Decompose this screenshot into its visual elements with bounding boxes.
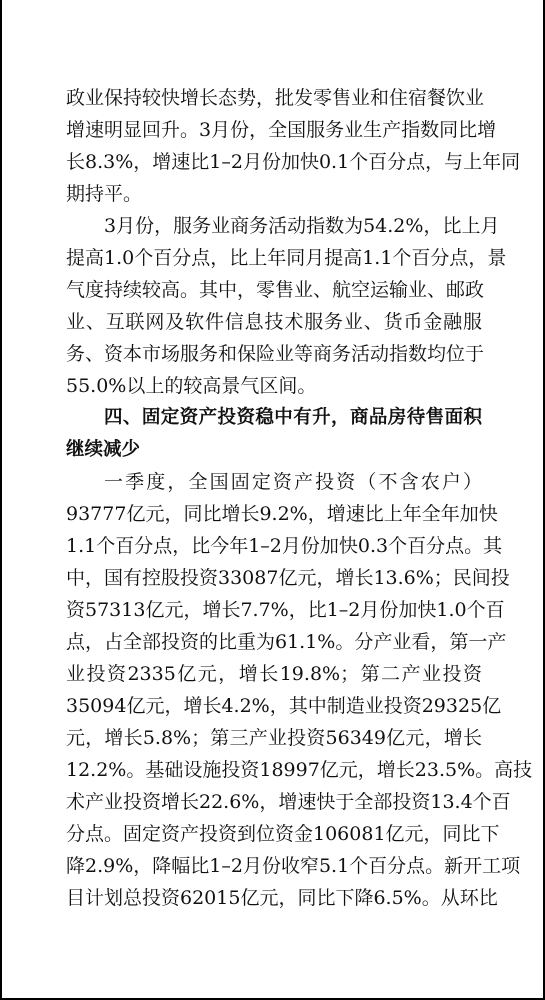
paragraph-line: [2, 306, 545, 338]
section-heading-line: [2, 402, 545, 434]
paragraph-line: [2, 114, 545, 146]
paragraph-line: [2, 818, 545, 850]
line-text: 业、互联网及软件信息技术服务业、货币金融服: [66, 311, 482, 333]
paragraph-line: [2, 530, 545, 562]
paragraph-line: [2, 754, 545, 786]
line-text: 目计划总投资62015亿元，同比下降6.5%。从环比: [66, 887, 498, 909]
paragraph-line: [2, 498, 545, 530]
paragraph-line: [2, 722, 545, 754]
paragraph-line: [2, 594, 545, 626]
paragraph-line: [2, 242, 545, 274]
line-text: 分点。固定资产投资到位资金106081亿元，同比下: [66, 823, 500, 845]
line-text: 长8.3%，增速比1–2月份加快0.1个百分点，与上年同: [66, 151, 521, 173]
document-body: [2, 82, 545, 914]
line-text: 55.0%以上的较高景气区间。: [66, 375, 317, 397]
paragraph-line: [2, 562, 545, 594]
line-text: 继续减少: [66, 439, 141, 460]
line-text: 期持平。: [66, 183, 143, 205]
paragraph-line: [2, 658, 545, 690]
line-text: 12.2%。基础设施投资18997亿元，增长23.5%。高技: [66, 759, 533, 781]
line-text: 政业保持较快增长态势，批发零售业和住宿餐饮业: [66, 87, 485, 109]
paragraph-line: [2, 274, 545, 306]
line-text: 业投资2335亿元，增长19.8%；第二产业投资: [66, 663, 482, 685]
line-text: 3月份，服务业商务活动指数为54.2%，比上月: [104, 215, 500, 237]
line-text: 务、资本市场服务和保险业等商务活动指数均位于: [66, 343, 485, 365]
paragraph-line: [2, 146, 545, 178]
line-text: 资57313亿元，增长7.7%，比1–2月份加快1.0个百: [66, 599, 505, 621]
paragraph-line: [2, 338, 545, 370]
line-text: 一季度，全国固定资产投资（不含农户）: [104, 471, 482, 493]
paragraph-line: [2, 178, 545, 210]
line-text: 93777亿元，同比增长9.2%，增速比上年全年加快: [66, 503, 498, 525]
paragraph-line: [2, 370, 545, 402]
line-text: 元，增长5.8%；第三产业投资56349亿元，增长: [66, 727, 482, 749]
line-text: 增速明显回升。3月份，全国服务业生产指数同比增: [66, 119, 497, 141]
line-text: 降2.9%，降幅比1–2月份收窄5.1个百分点。新开工项: [66, 855, 521, 877]
line-text: 气度持续较高。其中，零售业、航空运输业、邮政: [66, 279, 485, 301]
paragraph-line: [2, 210, 545, 242]
line-text: 四、固定资产投资稳中有升，商品房待售面积: [104, 407, 482, 428]
paragraph-line: [2, 466, 545, 498]
line-text: 术产业投资增长22.6%，增速快于全部投资13.4个百: [66, 791, 511, 813]
section-heading-line: [2, 434, 545, 466]
line-text: 35094亿元，增长4.2%，其中制造业投资29325亿: [66, 695, 502, 717]
paragraph-line: [2, 82, 545, 114]
paragraph-line: [2, 690, 545, 722]
line-text: 中，国有控股投资33087亿元，增长13.6%；民间投: [66, 567, 510, 589]
line-text: 1.1个百分点，比今年1–2月份加快0.3个百分点。其: [66, 535, 503, 557]
paragraph-line: [2, 626, 545, 658]
paragraph-line: [2, 850, 545, 882]
line-text: 提高1.0个百分点，比上年同月提高1.1个百分点，景: [66, 247, 507, 269]
line-text: 点，占全部投资的比重为61.1%。分产业看，第一产: [66, 631, 507, 653]
paragraph-line: [2, 882, 545, 914]
paragraph-line: [2, 786, 545, 818]
